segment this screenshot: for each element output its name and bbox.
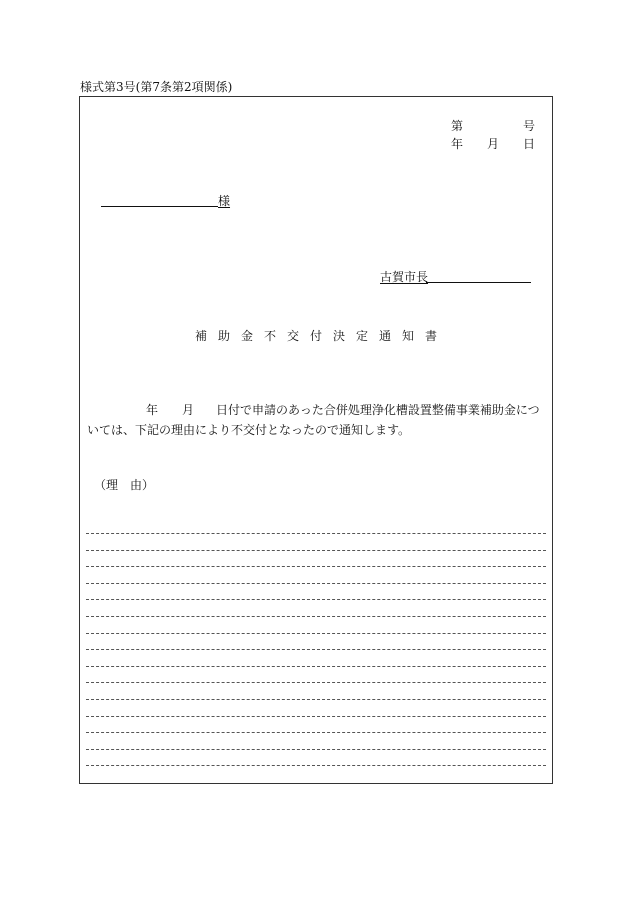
notice-body-line-2: いては、下記の理由により不交付となったので通知します。 xyxy=(87,423,411,437)
reason-dotted-line xyxy=(86,566,546,567)
date-day-label: 日 xyxy=(523,137,536,151)
notice-form-frame xyxy=(79,96,553,784)
issuer-title: 古賀市長 xyxy=(380,270,429,284)
reason-dotted-line xyxy=(86,649,546,650)
date-year-label: 年 xyxy=(451,137,464,151)
reason-lines xyxy=(86,533,546,782)
document-number-prefix: 第 xyxy=(451,119,464,133)
date-month-label: 月 xyxy=(487,137,500,151)
reason-dotted-line xyxy=(86,666,546,667)
reason-dotted-line xyxy=(86,533,546,534)
reason-dotted-line xyxy=(86,616,546,617)
reason-dotted-line xyxy=(86,749,546,750)
notice-body xyxy=(87,400,547,440)
body-year-label: 年 xyxy=(146,403,159,417)
issuer-name-line xyxy=(426,282,531,283)
reason-dotted-line xyxy=(86,599,546,600)
reason-dotted-line xyxy=(86,699,546,700)
notice-body-line-1 xyxy=(87,400,547,420)
document-title: 補助金不交付決定通知書 xyxy=(194,329,448,343)
reason-dotted-line xyxy=(86,732,546,733)
reason-dotted-line xyxy=(86,633,546,634)
addressee-name-line xyxy=(101,206,218,207)
addressee-honorific: 様 xyxy=(218,194,231,208)
reason-dotted-line xyxy=(86,583,546,584)
reason-dotted-line xyxy=(86,765,546,766)
document-number-suffix: 号 xyxy=(523,119,536,133)
reason-dotted-line xyxy=(86,550,546,551)
reason-dotted-line xyxy=(86,682,546,683)
reason-label: （理 由） xyxy=(94,478,155,492)
reason-dotted-line xyxy=(86,716,546,717)
form-number-label: 様式第3号(第7条第2項関係) xyxy=(80,80,233,94)
body-line1-text: 日付で申請のあった合併処理浄化槽設置整備事業補助金につ xyxy=(216,403,540,417)
body-month-label: 月 xyxy=(182,403,195,417)
